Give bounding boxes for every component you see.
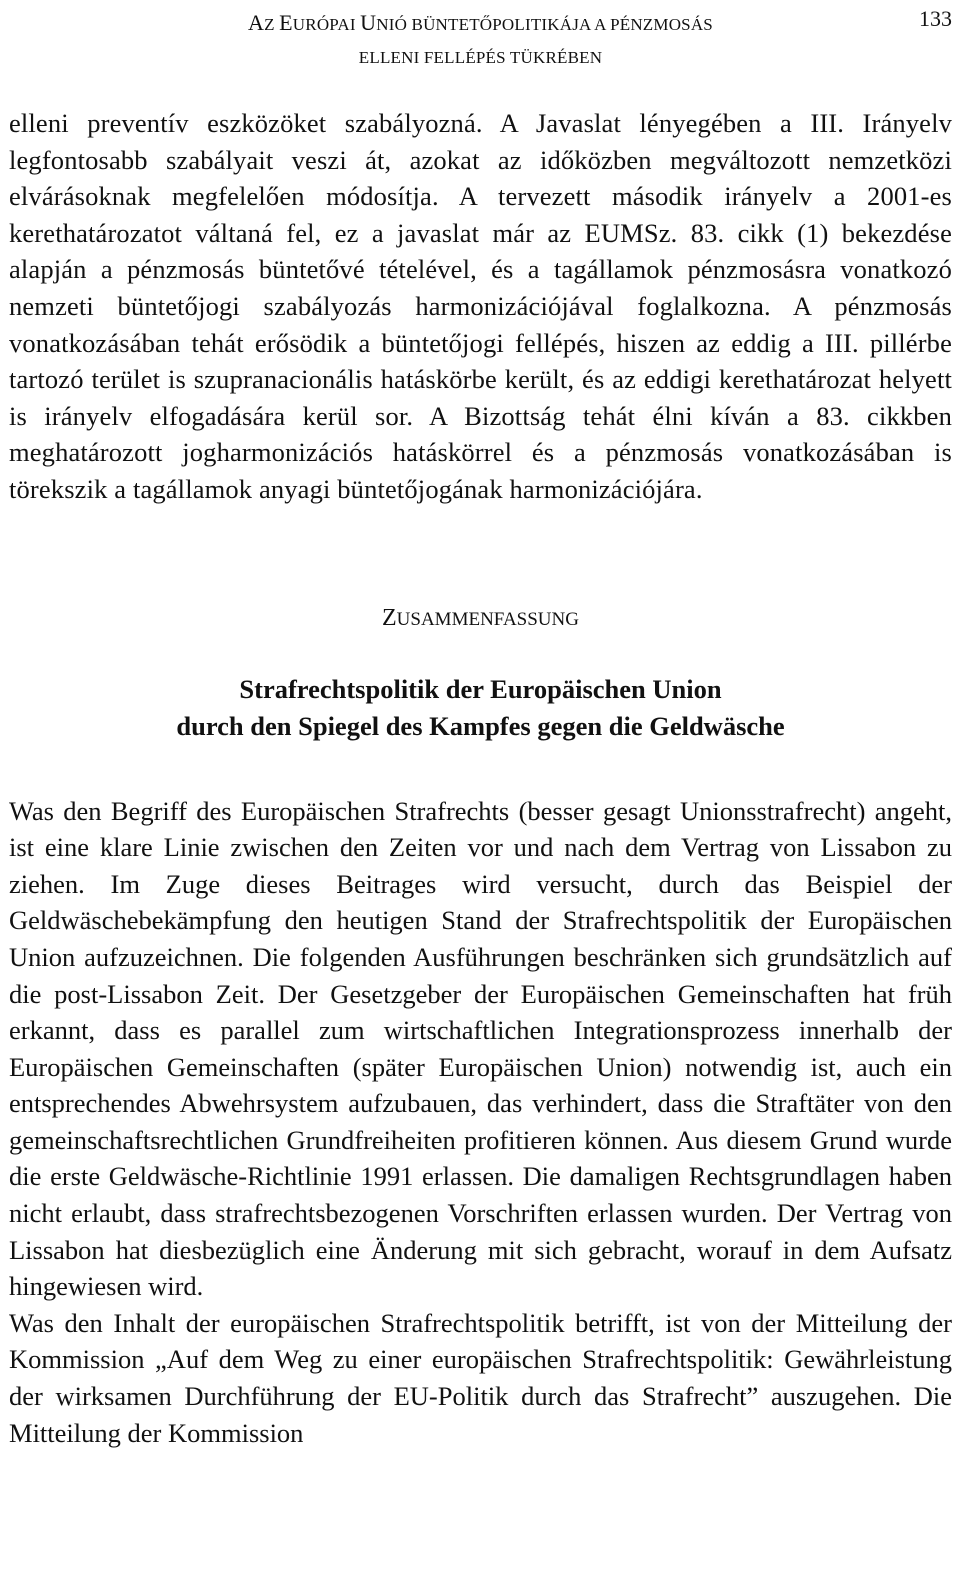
hungarian-paragraph: elleni preventív eszközöket szabályozná. A Javaslat lényegében a III. Irányelv legfontosabb szabályait veszi át, azokat az időközben megváltozott nemzetközi elvárásoknak megfelelően módosítja. A tervezett második irányelv a 2001-es kerethatározatot váltaná fel, ez a javaslat már az EUMSz. 83. cikk (1) bekezdése alapján a pénzmosás büntetővé tételével, és a tagállamok pénzmosásra vonatkozó nemzeti büntetőjogi szabályozás harmonizációjával foglalkozna. A pénzmosás vonatkozásában tehát erősödik a büntetőjogi fellépés, hiszen az eddig a III. pillérbe tartozó terület is szupranacionális hatáskörbe került, és az eddigi kerethatározat helyett is irányelv elfogadására kerül sor. A Bizottság tehát élni kíván a 83. cikkben meghatározott jogharmonizációs hatáskörrel és a pénzmosás vonatkozásában is törekszik a tagállamok anyagi büntetőjogának harmonizációjára.: [9, 108, 952, 504]
german-title-line-1: Strafrechtspolitik der Europäischen Union: [239, 673, 722, 704]
running-header-line-1: AZ EURÓPAI UNIÓ BÜNTETŐPOLITIKÁJA A PÉNZMOSÁS: [248, 10, 713, 35]
page-number: 133: [919, 6, 952, 31]
running-header-title: [9, 6, 952, 74]
german-article-title: [9, 671, 952, 745]
running-header-line-2: ELLENI FELLÉPÉS TÜKRÉBEN: [358, 48, 603, 67]
german-paragraph-1: Was den Begriff des Europäischen Strafrechts (besser gesagt Unionsstrafrecht) angeht, ist eine klare Linie zwischen den Zeiten vor und nach dem Vertrag von Lissabon zu ziehen. Im Zuge dieses Beitrages wird versucht, durch das Beispiel der Geldwäschebekämpfung den heutigen Stand der Strafrechtspolitik der Europäischen Union aufzuzeichnen. Die folgenden Ausführungen beschränken sich grundsätzlich auf die post-Lissabon Zeit. Der Gesetzgeber der Europäischen Gemeinschaften hat früh erkannt, dass es parallel zum wirtschaftlichen Integrationsprozess innerhalb der Europäischen Gemeinschaften (später Europäischen Union) notwendig ist, auch ein entsprechendes Abwehrsystem aufzubauen, das verhindert, dass die Straftäter von den gemeinschaftsrechtlichen Grundfreiheiten profitieren können. Aus diesem Grund wurde die erste Geldwäsche-Richtlinie 1991 erlassen. Die damaligen Rechtsgrundlagen haben nicht erlaubt, dass strafrechtsbezogenen Vorschriften erlassen wurden. Der Vertrag von Lissabon hat diesbezüglich eine Änderung mit sich gebracht, worauf in dem Aufsatz hingewiesen wird.: [9, 795, 952, 1302]
summary-heading: ZUSAMMENFASSUNG: [382, 604, 579, 631]
running-header: [9, 0, 952, 84]
document-page: [9, 0, 952, 1451]
german-paragraph-2: Was den Inhalt der europäischen Strafrechtspolitik betrifft, ist von der Mitteilung der Kommission „Auf dem Weg zu einer europäischen Strafrechtspolitik: Gewährleistung der wirksamen Durchführung der EU-Politik durch das Strafrecht” auszugehen. Die Mitteilung der Kommission: [9, 1307, 952, 1448]
german-title-line-2: durch den Spiegel des Kampfes gegen die Geldwäsche: [176, 710, 785, 741]
